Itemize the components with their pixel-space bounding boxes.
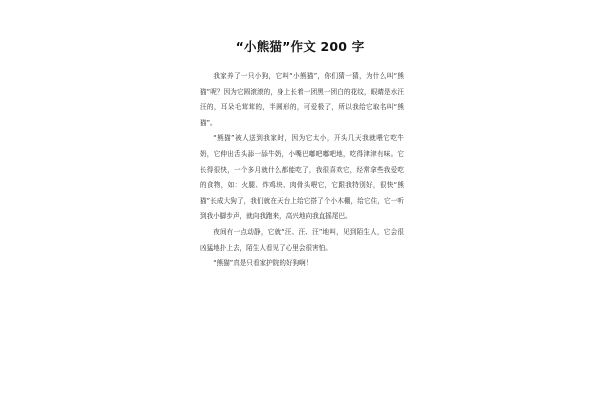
document-title: “小熊猫”作文 200 字 (235, 39, 365, 54)
paragraph-1: 我家养了一只小狗，它叫“小熊猫”，你们猜一猜，为什么叫“熊猫”呢？因为它圆滚滚的，身上长着一团黑一团白的花纹，眼睛是水汪汪的，耳朵毛茸茸的，半圆形的，可爱极了，所以我给它取名叫“熊猫”。 (200, 72, 404, 127)
paragraph-3: 夜间有一点动静，它就“汪、汪、汪”地叫，见到陌生人，它会很凶猛地扑上去，陌生人看见了心里会很害怕。 (200, 227, 404, 252)
document-body (200, 69, 404, 272)
paragraph-4: “熊猫”真是只看家护院的好狗啊！ (213, 259, 313, 268)
paragraph-2: “熊猫”被人送到我家时，因为它太小，开头几天我就喂它吃牛奶，它伸出舌头舔一舔牛奶，小嘴巴嘟吧嘟吧地，吃得津津有味。它长得很快，一个多月就什么都能吃了，我很喜欢它，经常拿些我爱吃的食物，如：火腿、炸鸡块、肉骨头喂它，它跟我特别好，很快“熊猫”长成大狗了，我们就在天台上给它搭了个小木棚，给它住，它一听到我小脚步声，就向我跑来，高兴地向我直摇尾巴。 (200, 134, 404, 221)
